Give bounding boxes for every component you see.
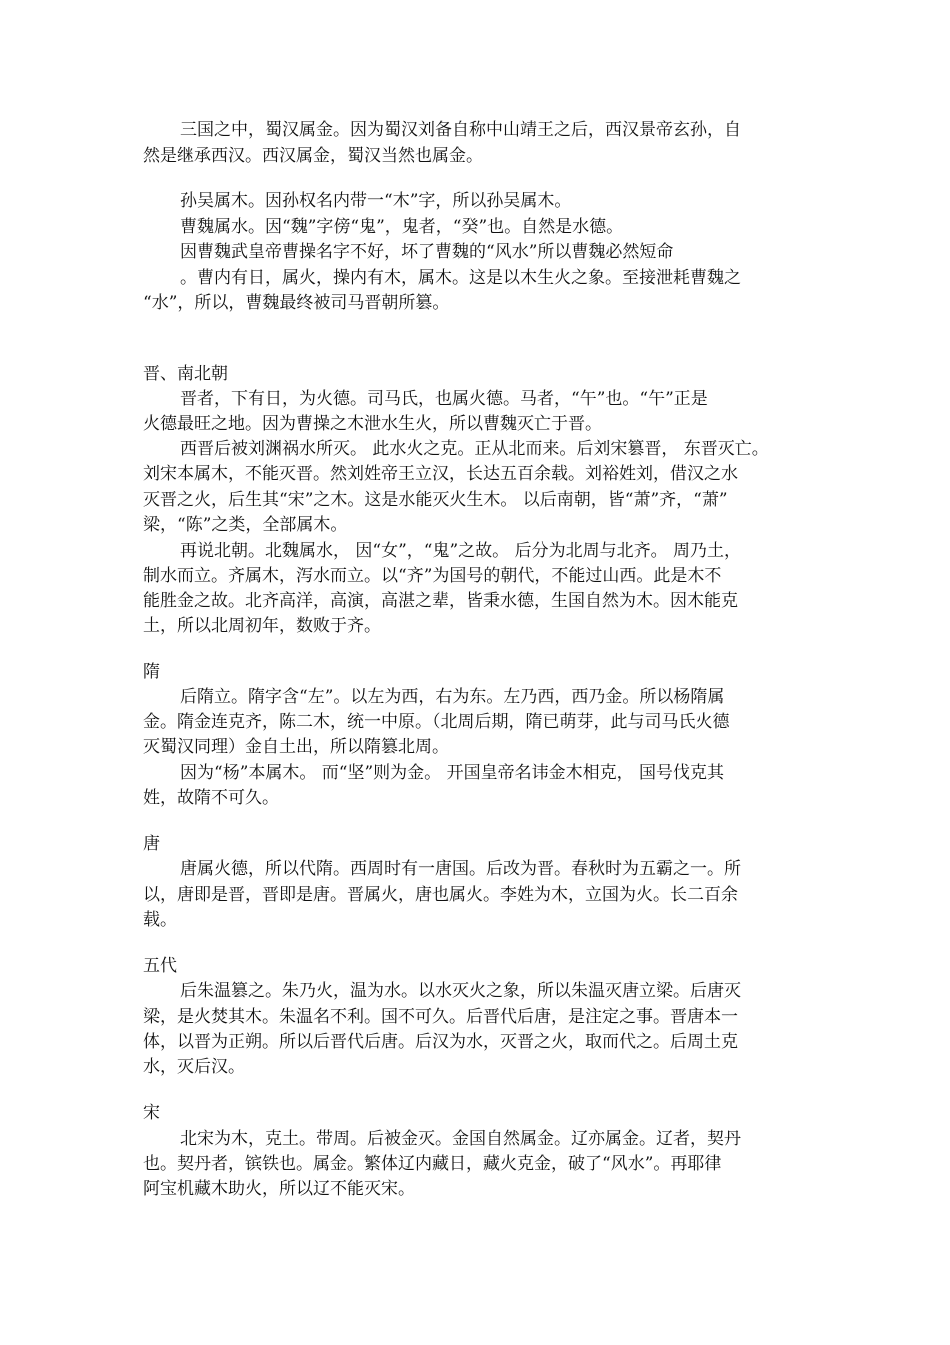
paragraph-line: 梁，是火焚其木。朱温名不利。国不可久。后晋代后唐，是注定之事。晋唐本一: [143, 1007, 738, 1027]
paragraph-line: 刘宋本属木，不能灭晋。然刘姓帝王立汉，长达五百余载。刘裕姓刘，借汉之水: [143, 464, 738, 484]
paragraph-line: 体，以晋为正朔。所以后晋代后唐。后汉为水，灭晋之火，取而代之。后周土克: [143, 1032, 738, 1052]
paragraph-line: 灭晋之火，后生其“宋”之木。这是水能灭火生木。 以后南朝，皆“萧”齐，“萧”: [143, 490, 728, 510]
paragraph-line: 唐属火德，所以代隋。西周时有一唐国。后改为晋。春秋时为五霸之一。所: [180, 859, 741, 879]
paragraph-line: 土，所以北周初年，数败于齐。: [143, 616, 381, 636]
paragraph-line: 三国之中，蜀汉属金。因为蜀汉刘备自称中山靖王之后，西汉景帝玄孙，自: [180, 120, 741, 140]
paragraph-line: 北宋为木，克土。带周。后被金灭。金国自然属金。辽亦属金。辽者，契丹: [180, 1129, 741, 1149]
paragraph-line: 姓，故隋不可久。: [143, 788, 279, 808]
paragraph-line: 以，唐即是晋，晋即是唐。晋属火，唐也属火。李姓为木，立国为火。长二百余: [143, 885, 738, 905]
paragraph-line: 载。: [143, 910, 177, 930]
paragraph-line: 后隋立。隋字含“左”。以左为西，右为东。左乃西，西乃金。所以杨隋属: [180, 687, 725, 707]
paragraph-line: “水”，所以，曹魏最终被司马晋朝所篡。: [143, 293, 450, 313]
section-heading: 晋、南北朝: [143, 364, 228, 384]
paragraph-line: 晋者，下有日，为火德。司马氏，也属火德。马者，“午”也。“午”正是: [180, 389, 708, 409]
paragraph-line: 梁，“陈”之类，全部属木。: [143, 515, 348, 535]
paragraph-line: 灭蜀汉同理）金自土出，所以隋篡北周。: [143, 737, 449, 757]
paragraph-line: 制水而立。齐属木，泻水而立。以“齐”为国号的朝代，不能过山西。此是木不: [143, 566, 722, 586]
paragraph-line: 火德最旺之地。因为曹操之木泄水生火，所以曹魏灭亡于晋。: [143, 414, 602, 434]
paragraph-line: 然是继承西汉。西汉属金，蜀汉当然也属金。: [143, 146, 483, 166]
paragraph-line: 曹魏属水。因“魏”字傍“鬼”，鬼者，“癸”也。自然是水德。: [180, 217, 624, 237]
paragraph-line: 水，灭后汉。: [143, 1057, 245, 1077]
paragraph-line: 再说北朝。北魏属水， 因“女”，“鬼”之故。 后分为北周与北齐。 周乃土，: [180, 541, 741, 561]
paragraph-line: 金。隋金连克齐，陈二木，统一中原。（北周后期，隋已萌芽，此与司马氏火德: [143, 712, 730, 732]
paragraph-line: 阿宝机藏木助火，所以辽不能灭宋。: [143, 1179, 415, 1199]
paragraph-line: 孙吴属木。因孙权名内带一“木”字，所以孙吴属木。: [180, 191, 572, 211]
section-heading: 宋: [143, 1103, 160, 1123]
paragraph-line: 能胜金之故。北齐高洋，高演，高湛之辈，皆秉水德，生国自然为木。因木能克: [143, 591, 738, 611]
paragraph-line: 西晋后被刘渊祸水所灭。 此水火之克。正从北而来。后刘宋篡晋， 东晋灭亡。: [180, 439, 769, 459]
paragraph-line: 因曹魏武皇帝曹操名字不好，坏了曹魏的“风水”所以曹魏必然短命: [180, 242, 674, 262]
paragraph-line: 。曹内有日，属火，操内有木，属木。这是以木生火之象。至接泄耗曹魏之: [180, 268, 741, 288]
section-heading: 五代: [143, 956, 177, 976]
section-heading: 唐: [143, 834, 160, 854]
section-heading: 隋: [143, 662, 160, 682]
paragraph-line: 后朱温篡之。朱乃火，温为水。以水灭火之象，所以朱温灭唐立梁。后唐灭: [180, 981, 741, 1001]
paragraph-line: 因为“杨”本属木。 而“坚”则为金。 开国皇帝名讳金木相克， 国号伐克其: [180, 763, 724, 783]
paragraph-line: 也。契丹者，镔铁也。属金。繁体辽内藏日，藏火克金，破了“风水”。再耶律: [143, 1154, 722, 1174]
